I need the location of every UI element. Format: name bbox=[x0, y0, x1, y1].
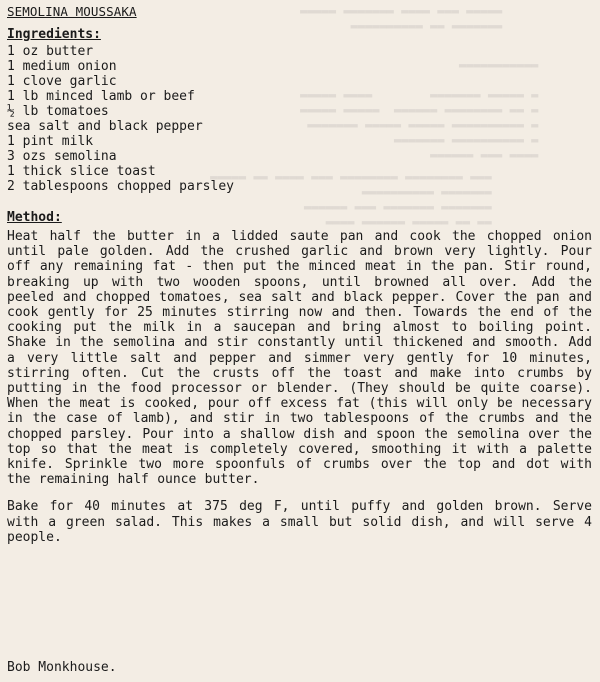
ingredient-item: 1 medium onion bbox=[7, 59, 117, 74]
ingredient-item: 1 lb minced lamb or beef bbox=[7, 89, 195, 104]
baking-instructions: Bake for 40 minutes at 375 deg F, until puffy and golden brown. Serve with a green salad. This makes a small but solid dish, and will serve 4 people. bbox=[7, 499, 592, 545]
bleed-through-texture: ▬▬▬▬▬ ▬▬▬ ▬▬▬▬ ▬▬▬▬▬▬▬ ▬▬▬▬▬ ▬▬▬▬▬▬▬ ▬▬ ▬▬▬▬▬▬▬▬▬▬ bbox=[300, 4, 503, 33]
ingredient-item: 3 ozs semolina bbox=[7, 149, 117, 164]
recipe-title: SEMOLINA MOUSSAKA bbox=[7, 4, 137, 19]
recipe-sheet bbox=[7, 4, 592, 545]
bleed-through-texture: ▬▬▬ ▬▬▬▬▬▬▬▬ ▬▬▬▬▬▬▬▬ ▬▬▬ ▬▬▬▬ ▬▬ ▬▬▬▬▬ ▬▬▬▬▬▬▬ ▬▬▬▬▬▬▬▬▬▬ ▬▬▬▬▬▬▬ ▬▬▬▬▬▬▬ ▬▬▬ ▬▬▬▬▬▬ ▬▬ ▬▬ ▬▬▬▬▬ ▬▬▬▬▬▬ ▬▬▬▬ bbox=[210, 170, 492, 229]
ingredients-heading: Ingredients: bbox=[7, 27, 101, 42]
method-heading: Method: bbox=[7, 210, 62, 225]
ingredient-item: 2 tablespoons chopped parsley bbox=[7, 179, 234, 194]
ingredient-item: 1 clove garlic bbox=[7, 74, 117, 89]
bleed-through-texture: ▬▬▬▬▬▬▬▬▬▬▬ ▬ ▬▬▬▬▬ ▬▬▬▬▬▬▬ ▬▬▬▬ ▬▬▬▬▬ ▬ ▬▬ ▬▬▬▬▬▬▬▬ ▬▬▬▬▬▬ ▬▬▬▬▬ ▬▬▬▬▬ ▬ ▬▬▬▬▬▬▬▬▬▬ ▬▬▬▬▬ ▬▬▬▬▬ ▬▬▬▬▬▬▬ ▬ ▬▬▬▬▬▬▬▬▬▬ ▬▬▬▬▬▬▬ ▬▬▬▬ ▬▬▬ ▬▬▬▬▬▬ bbox=[300, 58, 539, 162]
ingredients-list bbox=[7, 44, 592, 194]
ingredient-item: sea salt and black pepper bbox=[7, 119, 203, 134]
ingredient-item: ½ lb tomatoes bbox=[7, 104, 109, 119]
ingredient-item: 1 thick slice toast bbox=[7, 164, 156, 179]
ingredient-item: 1 oz butter bbox=[7, 44, 94, 59]
method-paragraph: Heat half the butter in a lidded saute pan and cook the chopped onion until pale golden. Add the crushed garlic and brown very lightly. Pour off any remaining fat - then put the minced meat in the pan. Stir round, breaking up with two wooden spoons, until browned all over. Add the peeled and chopped tomatoes, sea salt and black pepper. Cover the pan and cook gently for 25 minutes stirring now and then. Towards the end of the cooking put the milk in a saucepan and bring almost to boiling point. Shake in the semolina and stir constantly until thickened and smooth. Add a very little salt and pepper and simmer very gently for 10 minutes, stirring often. Cut the crusts off the toast and make into crumbs by putting in the food processor or blender. (They should be quite coarse). When the meat is cooked, pour off excess fat (this will only be necessary in the case of lamb), and stir in two tablespoons of the crumbs and the chopped parsley. Pour into a shallow dish and spoon the semolina over the top so that the meat is completely covered, smoothing it with a palette knife. Sprinkle two more spoonfuls of crumbs over the top and dot with the remaining half ounce butter. bbox=[7, 229, 592, 488]
ingredient-item: 1 pint milk bbox=[7, 134, 94, 149]
author-signature: Bob Monkhouse. bbox=[7, 660, 117, 675]
